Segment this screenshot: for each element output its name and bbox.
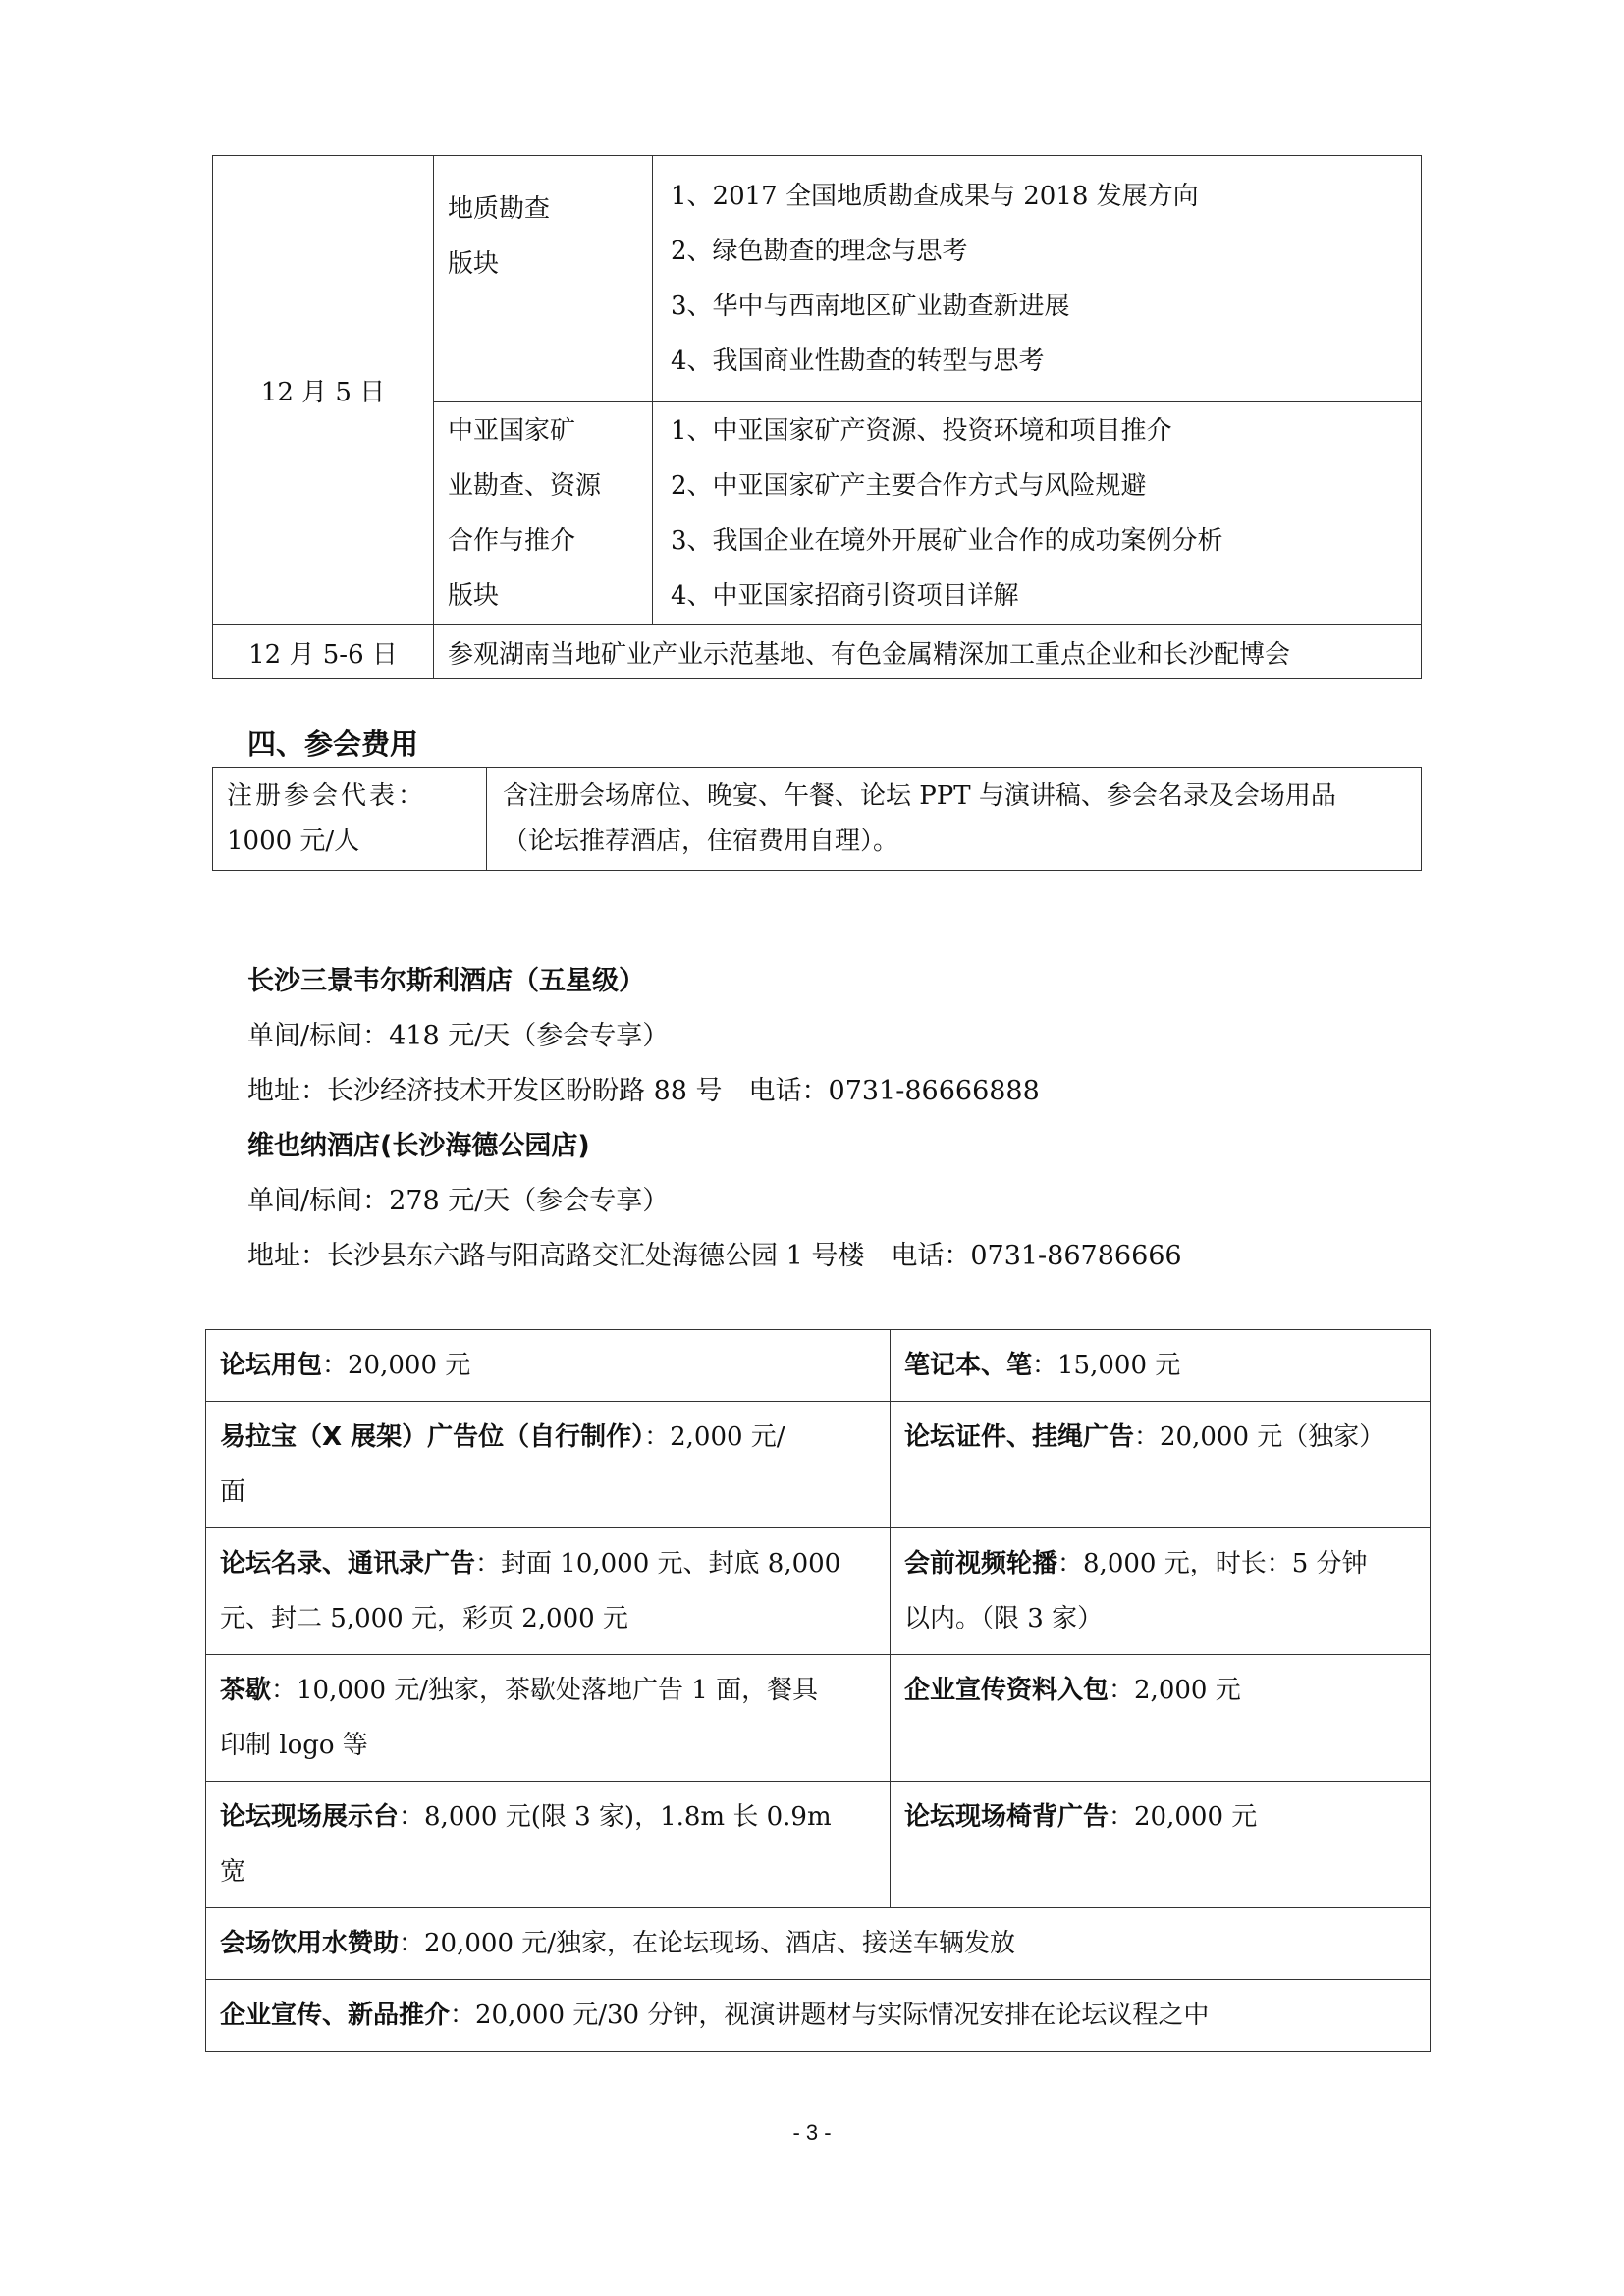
sponsor-cell [891, 1655, 1431, 1782]
sponsor-cell [206, 1330, 891, 1402]
visit-cell [434, 625, 1422, 679]
sponsor-cell [891, 1330, 1431, 1402]
fee-label: 注册参会代表： [227, 781, 427, 811]
sponsor-price: ：封面 10,000 元、封底 8,000 [475, 1549, 841, 1578]
block-label-line: 合作与推介 [448, 526, 576, 556]
hotel-block [247, 954, 1040, 1119]
fee-description-cell [487, 768, 1422, 871]
list-item: 4、我国商业性勘查的转型与思考 [671, 347, 1045, 376]
list-item: 2、中亚国家矿产主要合作方式与风险规避 [671, 471, 1147, 501]
sponsor-cell [206, 1655, 891, 1782]
fee-table [212, 767, 1422, 871]
block-label-line: 中亚国家矿 [448, 416, 576, 446]
schedule-date-cell [213, 156, 434, 625]
hotel-name: 长沙三景韦尔斯利酒店（五星级） [247, 966, 645, 996]
sponsor-price: 宽 [220, 1857, 246, 1887]
sponsor-item: 茶歇 [220, 1676, 272, 1705]
sponsor-price: ：8,000 元，时长：5 分钟 [1057, 1549, 1368, 1578]
sponsor-cell [206, 1402, 891, 1528]
fee-label-cell [213, 768, 487, 871]
schedule-date-cell [213, 625, 434, 679]
sponsor-price: 以内。（限 3 家） [904, 1604, 1104, 1633]
sponsor-price: ：10,000 元/独家，茶歇处落地广告 1 面，餐具 [271, 1676, 819, 1705]
sponsor-cell [206, 1980, 1431, 2052]
sponsorship-table [205, 1329, 1431, 2052]
section-heading: 四、参会费用 [247, 727, 419, 761]
hotel-address: 地址：长沙县东六路与阳高路交汇处海德公园 1 号楼 电话：0731-86786666 [247, 1241, 1182, 1271]
sponsor-price: ：15,000 元 [1032, 1351, 1181, 1380]
sponsor-price: ：20,000 元 [1109, 1802, 1258, 1832]
block-label-line: 业勘查、资源 [448, 471, 602, 501]
sponsor-cell [206, 1908, 1431, 1980]
sponsor-item: 论坛名录、通讯录广告 [220, 1549, 476, 1578]
hotel-name: 维也纳酒店(长沙海德公园店) [247, 1131, 590, 1161]
schedule-date: 12 月 5-6 日 [248, 639, 398, 669]
sponsor-item: 笔记本、笔 [904, 1351, 1033, 1380]
sponsor-price: ：8,000 元(限 3 家)，1.8m 长 0.9m [399, 1802, 832, 1832]
list-item: 2、绿色勘查的理念与思考 [671, 237, 968, 266]
list-item: 1、中亚国家矿产资源、投资环境和项目推介 [671, 416, 1172, 446]
block-label-line: 版块 [448, 581, 500, 611]
fee-amount: 1000 元/人 [227, 827, 360, 856]
sponsor-price: ：2,000 元 [1109, 1676, 1241, 1705]
sponsor-item: 会前视频轮播 [904, 1549, 1058, 1578]
sponsor-price: 印制 logo 等 [220, 1731, 368, 1760]
visit-text: 参观湖南当地矿业产业示范基地、有色金属精深加工重点企业和长沙配博会 [448, 639, 1291, 669]
schedule-date: 12 月 5 日 [260, 378, 386, 407]
block-label-cell [434, 156, 653, 402]
sponsor-price: ：20,000 元/30 分钟，视演讲题材与实际情况安排在论坛议程之中 [450, 2001, 1210, 2030]
sponsor-price: 面 [220, 1477, 246, 1507]
sponsor-price: ：20,000 元 [322, 1351, 471, 1380]
sponsor-item: 企业宣传、新品推介 [220, 2001, 451, 2030]
sponsor-item: 易拉宝（X 展架）广告位（自行制作） [220, 1422, 645, 1452]
sponsor-price: 元、封二 5,000 元，彩页 2,000 元 [220, 1604, 628, 1633]
hotel-price: 单间/标间：278 元/天（参会专享） [247, 1186, 670, 1216]
list-item: 1、2017 全国地质勘查成果与 2018 发展方向 [671, 182, 1199, 211]
sponsor-price: ：20,000 元/独家，在论坛现场、酒店、接送车辆发放 [399, 1929, 1016, 1958]
sponsor-item: 企业宣传资料入包 [904, 1676, 1110, 1705]
sponsor-item: 论坛证件、挂绳广告 [904, 1422, 1135, 1452]
block-label-line: 地质勘查 [448, 194, 551, 224]
list-item: 3、华中与西南地区矿业勘查新进展 [671, 292, 1070, 321]
sponsor-item: 论坛用包 [220, 1351, 323, 1380]
list-item: 3、我国企业在境外开展矿业合作的成功案例分析 [671, 526, 1223, 556]
hotel-block [247, 1119, 1182, 1284]
block-items-cell [653, 402, 1422, 625]
sponsor-cell [206, 1528, 891, 1655]
schedule-table [212, 155, 1422, 679]
block-label-cell [434, 402, 653, 625]
fee-description: （论坛推荐酒店，住宿费用自理）。 [503, 827, 899, 856]
sponsor-price: ：20,000 元（独家） [1134, 1422, 1385, 1452]
hotel-address: 地址：长沙经济技术开发区盼盼路 88 号 电话：0731-86666888 [247, 1076, 1040, 1106]
sponsor-cell [891, 1782, 1431, 1908]
sponsor-item: 会场饮用水赞助 [220, 1929, 400, 1958]
block-items-cell [653, 156, 1422, 402]
sponsor-item: 论坛现场展示台 [220, 1802, 400, 1832]
sponsor-cell [891, 1402, 1431, 1528]
block-label-line: 版块 [448, 249, 500, 279]
sponsor-price: ：2,000 元/ [644, 1422, 785, 1452]
fee-description: 含注册会场席位、晚宴、午餐、论坛 PPT 与演讲稿、参会名录及会场用品 [503, 781, 1336, 811]
hotel-price: 单间/标间：418 元/天（参会专享） [247, 1021, 670, 1051]
sponsor-cell [206, 1782, 891, 1908]
sponsor-cell [891, 1528, 1431, 1655]
list-item: 4、中亚国家招商引资项目详解 [671, 581, 1019, 611]
sponsor-item: 论坛现场椅背广告 [904, 1802, 1110, 1832]
page-number: - 3 - [792, 2120, 832, 2145]
